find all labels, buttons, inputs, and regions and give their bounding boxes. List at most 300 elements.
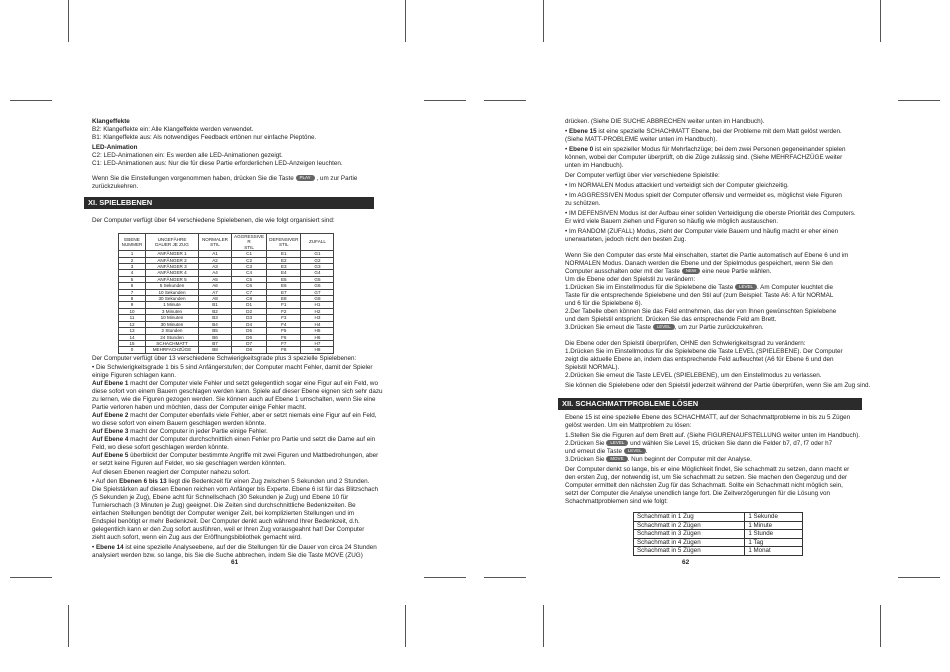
- text-line: [92, 510, 354, 518]
- table-cell: A6: [199, 283, 232, 289]
- header-line: AGGRESSIVE R: [234, 234, 265, 245]
- line-text: 1.Drücken Sie im Einstellmodus für die Spielebene die Taste LEVEL (SPIELEBENE). Der Computer: [565, 348, 843, 355]
- text-line: [92, 486, 378, 494]
- crop-mark: [424, 100, 466, 101]
- crop-mark: [543, 0, 544, 42]
- mate-cell: Schachmatt in 3 Zügen: [634, 530, 745, 539]
- table-cell: A4: [199, 270, 232, 276]
- table-cell: A7: [199, 289, 232, 295]
- text-line: [565, 236, 686, 244]
- crop-mark: [68, 605, 69, 647]
- table-cell: 7: [119, 289, 146, 295]
- table-cell: F2: [267, 308, 301, 314]
- table-cell: ANFÄNGER 1: [146, 251, 199, 257]
- table-cell: B2: [199, 308, 232, 314]
- key-icon: LEVEL: [606, 440, 628, 446]
- text-line: [565, 128, 842, 136]
- table-cell: H1: [301, 302, 334, 308]
- table-cell: 2: [119, 257, 146, 263]
- line-text: einige Figuren schlagen kann.: [92, 372, 177, 379]
- mate-cell: Schachmatt in 4 Zügen: [634, 538, 745, 547]
- text-line: [92, 355, 356, 363]
- header-line: STIL: [278, 242, 289, 248]
- line-text: wo diese sofort von einem Bauern geschlagen werden könnte.: [92, 420, 266, 427]
- text-line: [565, 364, 619, 372]
- line-text: macht der Computer ebenfalls viele Fehler, aber er setzt niemals eine Figur auf ein Feld,: [128, 412, 377, 419]
- text-line: [92, 380, 378, 388]
- text-line: [565, 432, 860, 440]
- table-cell: B4: [199, 321, 232, 327]
- table-cell: 6: [119, 283, 146, 289]
- table-cell: G3: [301, 264, 334, 270]
- crop-mark: [484, 577, 526, 578]
- header-line: UNGEFÄHRE: [157, 236, 187, 242]
- text-line: [565, 422, 691, 430]
- crop-mark: [68, 0, 69, 42]
- line-text: Turnierschach (3 Minuten je Zug) geeignet. Die Zeiten sind durchschnittliche Bedenkzeiten. Be: [92, 502, 356, 509]
- text-line: [565, 218, 778, 226]
- line-text: .: [645, 448, 648, 455]
- line-text: macht der Computer viele Fehler und setzt gelegentlich sogar eine Figur auf ein Feld, wo: [128, 380, 378, 387]
- mate-row: [634, 547, 803, 556]
- text-line: [92, 452, 378, 460]
- text-line: [565, 260, 833, 268]
- header-line: ZUFALL: [309, 239, 326, 245]
- table-cell: 8: [119, 296, 146, 302]
- klang-b1: B1: Klangeffekte aus: Als notwendiges Feedback ertönen nur einfache Pieptöne.: [92, 134, 317, 141]
- line-text: Feld, wo diese sofort geschlagen werden könnte.: [92, 444, 229, 451]
- table-cell: F3: [267, 315, 301, 321]
- line-text: (5 Sekunden je Zug), Ebene acht für Schnellschach (30 Sekunden je Zug) und Ebene 10 für: [92, 494, 349, 501]
- line-text: 3.Drücken Sie: [565, 456, 607, 463]
- klang-b2: B2: Klangeffekte ein: Alle Klangeffekte werden verwendet.: [92, 126, 254, 133]
- line-text: Er wird viele Bauern ziehen und Figuren so häufig wie möglich austauschen.: [565, 218, 779, 225]
- table-cell: D3: [232, 315, 267, 321]
- settings-text: Wenn Sie die Einstellungen vorgenommen haben, drücken Sie die Taste: [92, 175, 294, 182]
- line-text: Computer ermittelt den nächsten Zug für das Schachmatt. Sollte ein Schachmatt nicht möglich sein,: [565, 482, 843, 489]
- mate-row: [634, 530, 803, 539]
- line-text: •: [565, 128, 569, 135]
- settings-line: [92, 175, 357, 183]
- settings-line-3: zurückzukehren.: [92, 183, 139, 190]
- line-text: •: [565, 146, 569, 153]
- table-cell: 2 Stunden: [146, 328, 199, 334]
- line-text: • IM DEFENSIVEN Modus ist der Aufbau einer soliden Verteidigung die oberste Priorität des Computers.: [565, 210, 856, 217]
- text-line: [92, 552, 363, 560]
- table-cell: 10 Minuten: [146, 315, 199, 321]
- line-text: überblickt der Computer bestimmte Angriffe mit zwei Figuren und Mattbedrohungen, aber: [128, 452, 379, 459]
- header-line: NORMALER: [201, 236, 229, 242]
- table-cell: A5: [199, 276, 232, 282]
- line-text: können, wobei der Computer überprüft, ob die Züge zulässig sind. (Siehe MEHRFACHZÜGE weiter: [565, 154, 843, 161]
- page-number: 62: [682, 559, 690, 566]
- table-cell: E5: [267, 276, 301, 282]
- line-text: macht der Computer durchschnittlich einen Fehler pro Partie und setzt die Dame auf ein: [128, 436, 376, 443]
- line-text: Computer ausschalten oder mit der Taste: [565, 268, 682, 275]
- table-header-cell: [267, 234, 301, 251]
- key-icon: LEVEL: [735, 284, 757, 290]
- table-cell: 5: [119, 276, 146, 282]
- crop-mark: [898, 577, 940, 578]
- table-cell: G8: [301, 296, 334, 302]
- table-cell: A1: [199, 251, 232, 257]
- table-cell: C2: [232, 257, 267, 263]
- table-cell: ANFÄNGER 4: [146, 270, 199, 276]
- table-row: [119, 347, 334, 353]
- crop-mark: [880, 605, 881, 647]
- text-line: [565, 146, 846, 154]
- text-line: [565, 192, 842, 200]
- text-line: [92, 428, 268, 436]
- line-text: . Nun beginnt der Computer mit der Analyse.: [627, 456, 752, 463]
- text-line: [565, 182, 789, 190]
- text-line: [565, 414, 850, 422]
- led-title: LED-Animation: [92, 144, 138, 151]
- line-text: Schachmattproblemen sind wie folgt:: [565, 498, 668, 505]
- table-cell: 4: [119, 270, 146, 276]
- table-cell: B1: [199, 302, 232, 308]
- table-cell: G7: [301, 289, 334, 295]
- table-cell: H3: [301, 315, 334, 321]
- line-text: , um zur Partie zurückzukehren.: [674, 324, 764, 331]
- mate-row: [634, 538, 803, 547]
- line-text: und wählen Sie Level 15, drücken Sie dann die Felder b7, d7, f7 oder h7: [628, 440, 833, 447]
- table-cell: C8: [232, 296, 267, 302]
- table-cell: A3: [199, 264, 232, 270]
- mate-cell: 1 Sekunde: [745, 513, 803, 522]
- text-line: [565, 448, 647, 456]
- text-line: [565, 210, 856, 218]
- klang-title: Klangeffekte: [92, 118, 130, 125]
- table-header-cell: [119, 234, 146, 251]
- line-text: drücken. (Siehe DIE SUCHE ABBRECHEN weiter unten im Handbuch).: [565, 118, 765, 125]
- table-cell: E6: [267, 283, 301, 289]
- line-text: Um die Ebene oder den Spielstil zu verändern:: [565, 276, 696, 283]
- text-line: [565, 382, 870, 390]
- bold-term: Ebene 14: [95, 544, 124, 551]
- key-icon: NEW: [682, 268, 701, 274]
- line-text: (Siehe MATT-PROBLEME weiter unten im Handbuch).: [565, 136, 718, 143]
- play-key-icon: PLAY: [296, 175, 315, 181]
- line-text: Wenn Sie den Computer das erste Mal einschalten, startet die Partie automatisch auf Ebene 6 und im: [565, 252, 849, 259]
- line-text: liegt die Bedenkzeit für einen Zug zwischen 5 Sekunden und 2 Stunden.: [166, 478, 370, 485]
- bold-lead: Auf Ebene 4: [92, 436, 129, 443]
- bold-term: Ebene 0: [568, 146, 594, 153]
- table-cell: MEHRFACHZÜGE: [146, 347, 199, 353]
- table-cell: F8: [267, 347, 301, 353]
- line-text: Partie verloren haben und möchten, dass der Computer einige Fehler macht.: [92, 404, 307, 411]
- line-text: zieht auch sofort, wenn ein Zug aus der Eröffnungsbibliothek gemacht wird.: [92, 534, 302, 541]
- bold-lead: Auf Ebene 2: [92, 412, 129, 419]
- crop-mark: [880, 0, 881, 42]
- table-cell: D2: [232, 308, 267, 314]
- line-text: zeigt die aktuelle Ebene an, indem das entsprechende Feld aufleuchtet (A6 für Ebene 6 und den: [565, 356, 834, 363]
- table-cell: H4: [301, 321, 334, 327]
- table-cell: C1: [232, 251, 267, 257]
- table-cell: 9: [119, 302, 146, 308]
- text-line: [565, 474, 847, 482]
- table-cell: E2: [267, 257, 301, 263]
- line-text: ist eine spezielle Analyseebene, auf der die Stellungen für die Dauer von circa 24 Stunden: [123, 544, 377, 551]
- table-cell: 30 Sekunden: [146, 296, 199, 302]
- table-cell: 10: [119, 308, 146, 314]
- table-cell: E8: [267, 296, 301, 302]
- line-text: und 6 für die Spielebene 6).: [565, 300, 643, 307]
- table-cell: SCHACHMATT: [146, 340, 199, 346]
- bold-lead: Auf Ebene 3: [92, 428, 129, 435]
- line-text: Die Spielstärken auf diesen Ebenen reichen vom Anfänger bis Experte. Ebene 6 ist für das Blitzschach: [92, 486, 378, 493]
- mate-row: [634, 521, 803, 530]
- levels-table: [118, 233, 334, 354]
- table-cell: F1: [267, 302, 301, 308]
- mate-table: [633, 512, 803, 556]
- line-text: 2.Drücken Sie erneut die Taste LEVEL (SPIELEBENE), um den Einstellmodus zu verlassen.: [565, 372, 822, 379]
- line-text: und dem Spielstil entspricht. Drücken Sie das entsprechende Feld am Brett.: [565, 316, 777, 323]
- text-line: [92, 502, 356, 510]
- text-line: [565, 324, 764, 332]
- header-line: DEFENSIVER: [269, 236, 299, 242]
- line-text: gelegentlich kann er den Zug sofort ausführen, weil er Ihren Zug vorausgeahnt hat! Der Computer: [92, 526, 365, 533]
- text-line: [92, 444, 229, 452]
- line-text: Die Ebene oder den Spielstil überprüfen, OHNE den Schwierigkeitsgrad zu verändern:: [565, 340, 806, 347]
- table-cell: B6: [199, 334, 232, 340]
- table-cell: A8: [199, 296, 232, 302]
- line-text: den ersten Zug, der notwendig ist, um Sie schachmatt zu setzen. Sie machen den Gegenzug und der: [565, 474, 848, 481]
- text-line: [565, 136, 717, 144]
- table-cell: 1: [119, 251, 146, 257]
- text-line: [565, 276, 695, 284]
- page-61: [88, 0, 383, 672]
- text-line: [565, 490, 830, 498]
- table-cell: E3: [267, 264, 301, 270]
- table-cell: H8: [301, 347, 334, 353]
- table-cell: H6: [301, 334, 334, 340]
- line-text: setzt der Computer die Analyse unendlich lange fort. Die Zeitverzögerungen für die Lösung von: [565, 490, 830, 497]
- table-header-cell: [146, 234, 199, 251]
- text-line: [92, 526, 364, 534]
- table-cell: B7: [199, 340, 232, 346]
- table-cell: D4: [232, 321, 267, 327]
- line-text: Endspiel benötigt er mehr Bedenkzeit. Der Computer denkt auch während Ihrer Bedenkzeit, d.h.: [92, 518, 360, 525]
- table-cell: D8: [232, 347, 267, 353]
- line-text: und erneut die Taste: [565, 448, 624, 455]
- table-cell: H2: [301, 308, 334, 314]
- table-cell: C7: [232, 289, 267, 295]
- table-cell: E4: [267, 270, 301, 276]
- crop-mark: [10, 100, 52, 101]
- text-line: [565, 154, 842, 162]
- line-text: eine neue Partie wählen.: [700, 268, 772, 275]
- text-line: [565, 172, 720, 180]
- table-cell: F5: [267, 328, 301, 334]
- text-line: [92, 388, 383, 396]
- text-line: [565, 482, 843, 490]
- table-cell: D5: [232, 328, 267, 334]
- mate-row: [634, 513, 803, 522]
- table-cell: C6: [232, 283, 267, 289]
- table-cell: 3 Minuten: [146, 308, 199, 314]
- text-line: [92, 534, 302, 542]
- text-line: [565, 292, 833, 300]
- table-header-cell: [301, 234, 334, 251]
- key-icon: LEVEL: [653, 324, 675, 330]
- line-text: 3.Drücken Sie erneut die Taste: [565, 324, 653, 331]
- bold-lead: Auf Ebene 5: [92, 452, 129, 459]
- text-line: [565, 498, 668, 506]
- table-cell: G4: [301, 270, 334, 276]
- text-line: [92, 404, 306, 412]
- text-line: [92, 494, 348, 502]
- text-line: [565, 284, 833, 292]
- table-cell: G1: [301, 251, 334, 257]
- text-line: [565, 372, 822, 380]
- text-line: [92, 436, 375, 444]
- line-text: 2.Der Tabelle oben können Sie das Feld entnehmen, das der von Ihnen gewünschten Spielebene: [565, 308, 837, 315]
- text-line: [565, 300, 642, 308]
- header-line: STIL: [210, 242, 220, 248]
- mate-cell: 1 Stunde: [745, 530, 803, 539]
- text-line: [565, 268, 771, 276]
- table-cell: 24 Stunden: [146, 334, 199, 340]
- table-cell: B8: [199, 347, 232, 353]
- line-text: ist ein spezieller Modus für Mehrfachzüge; bei dem zwei Personen gegeneinander spielen: [593, 146, 846, 153]
- table-cell: 12: [119, 321, 146, 327]
- text-line: [92, 544, 377, 552]
- bold-lead: Auf Ebene 1: [92, 380, 129, 387]
- page-number: 61: [231, 559, 239, 566]
- table-cell: ANFÄNGER 2: [146, 257, 199, 263]
- text-line: [92, 469, 250, 477]
- table-cell: H5: [301, 328, 334, 334]
- line-text: analysiert werden bzw. so lange, bis Sie die Suche abbrechen, indem Sie die Taste MOVE (ZUG): [92, 552, 363, 559]
- settings-text-2: , um zur Partie: [316, 175, 358, 182]
- text-line: [92, 412, 377, 420]
- line-text: zu schützen.: [565, 200, 601, 207]
- text-line: [565, 356, 834, 364]
- bold-term: Ebenen 6 bis 13: [119, 478, 167, 485]
- text-line: [565, 308, 836, 316]
- text-line: [565, 348, 843, 356]
- line-text: diese sofort von einem Bauern geschlagen werden kann. Spiele auf dieser Ebene eignen sich sehr dazu: [92, 388, 383, 395]
- table-cell: B3: [199, 315, 232, 321]
- line-text: • Die Schwierigkeitsgrade 1 bis 5 sind Anfängerstufen; der Computer macht Fehler, damit der Spieler: [92, 364, 373, 371]
- line-text: 1.Drücken Sie im Einstellmodus für die Spielebene die Taste: [565, 284, 735, 291]
- bold-term: Ebene 15: [568, 128, 597, 135]
- text-line: [565, 340, 805, 348]
- line-text: ist eine spezielle SCHACHMATT Ebene, bei der Probleme mit dem Matt gelöst werden.: [596, 128, 842, 135]
- key-icon: MOVE: [606, 456, 627, 462]
- table-header-cell: [232, 234, 267, 251]
- table-cell: 13: [119, 328, 146, 334]
- mate-cell: 1 Minute: [745, 521, 803, 530]
- mate-cell: 1 Tag: [745, 538, 803, 547]
- line-text: . Am Computer leuchtet die: [757, 284, 833, 291]
- line-text: unerwarteten, jedoch nicht den besten Zug.: [565, 236, 687, 243]
- table-cell: E1: [267, 251, 301, 257]
- text-line: [92, 478, 369, 486]
- table-cell: 11: [119, 315, 146, 321]
- table-cell: B5: [199, 328, 232, 334]
- table-cell: 5 Sekunden: [146, 283, 199, 289]
- text-line: [565, 162, 623, 170]
- line-text: • Auf den: [92, 478, 120, 485]
- text-line: [565, 118, 764, 126]
- line-text: Der Computer verfügt über vier verschiedene Spielstile:: [565, 172, 720, 179]
- table-cell: C4: [232, 270, 267, 276]
- crop-mark: [405, 605, 406, 647]
- text-line: [565, 440, 832, 448]
- line-text: Der Computer denkt so lange, bis er eine Möglichkeit findet, Sie schachmatt zu setzen, dann macht er: [565, 466, 850, 473]
- line-text: macht der Computer in jeder Partie einige Fehler.: [128, 428, 268, 435]
- section-bar-xii: XII. SCHACHMATTPROBLEME LÖSEN: [558, 398, 862, 410]
- line-text: 1.Stellen Sie die Figuren auf dem Brett auf. (Siehe FIGURENAUFSTELLUNG weiter unten im Handbuch).: [565, 432, 861, 439]
- text-line: [565, 316, 776, 324]
- line-text: Der Computer verfügt über 13 verschiedene Schwierigkeitsgrade plus 3 spezielle Spielebenen:: [92, 355, 357, 362]
- line-text: zu lernen, wie die Figuren gezogen werden. Sie können auch auf Ebene 1 umschalten, wenn Sie eine: [92, 396, 376, 403]
- line-text: • Im AGGRESSIVEN Modus spielt der Computer offensiv und vermeidet es, möglichst viele Figuren: [565, 192, 842, 199]
- text-line: [92, 460, 286, 468]
- table-cell: D1: [232, 302, 267, 308]
- text-line: [92, 518, 360, 526]
- header-line: NUMMER: [121, 242, 143, 248]
- led-c1: C1: LED-Animationen aus: Nur die für diese Partie erforderlichen LED-Anzeigen leuchten.: [92, 160, 343, 167]
- mate-cell: 1 Monat: [745, 547, 803, 556]
- line-text: • Im NORMALEN Modus attackiert und verteidigt sich der Computer gleichzeitig.: [565, 182, 789, 189]
- table-cell: E7: [267, 289, 301, 295]
- line-text: • Im RANDOM (ZUFALL) Modus, zieht der Computer viele Bauern und häufig macht er eher einen: [565, 228, 839, 235]
- crop-mark: [484, 100, 526, 101]
- mate-cell: Schachmatt in 5 Zügen: [634, 547, 745, 556]
- table-cell: H7: [301, 340, 334, 346]
- section-bar-xi: XI. SPIELEBENEN: [84, 197, 374, 209]
- text-line: [92, 420, 266, 428]
- table-cell: 3: [119, 264, 146, 270]
- line-text: unten im Handbuch).: [565, 162, 624, 169]
- table-cell: G5: [301, 276, 334, 282]
- crop-mark: [405, 0, 406, 42]
- table-cell: 30 Minuten: [146, 321, 199, 327]
- crop-mark: [898, 100, 940, 101]
- header-line: STIL: [244, 244, 254, 250]
- table-cell: ANFÄNGER 5: [146, 276, 199, 282]
- crop-mark: [10, 577, 52, 578]
- table-cell: D7: [232, 340, 267, 346]
- header-line: DAUER JE ZUG: [155, 242, 189, 248]
- table-cell: A2: [199, 257, 232, 263]
- text-line: [92, 372, 176, 380]
- table-cell: 14: [119, 334, 146, 340]
- text-line: [565, 252, 848, 260]
- table-cell: ANFÄNGER 3: [146, 264, 199, 270]
- mate-cell: Schachmatt in 2 Zügen: [634, 521, 745, 530]
- line-text: Auf diesen Ebenen reagiert der Computer nahezu sofort.: [92, 469, 251, 476]
- text-line: [92, 364, 372, 372]
- table-cell: C5: [232, 276, 267, 282]
- line-text: 2.Drücken Sie: [565, 440, 607, 447]
- led-c2: C2: LED-Animationen ein: Es werden alle LED-Animationen gezeigt.: [92, 152, 283, 159]
- line-text: gelöst werden. Um ein Mattproblem zu lösen:: [565, 422, 692, 429]
- table-cell: F4: [267, 321, 301, 327]
- table-cell: 0: [119, 347, 146, 353]
- line-text: Ebene 15 ist eine spezielle Ebene des SCHACHMATT, auf der Schachmattprobleme in bis zu 5 Zügen: [565, 414, 851, 421]
- header-line: EBENE: [124, 236, 140, 242]
- line-text: NORMALEN Modus. Danach werden die Ebene und der Spielmodus gespeichert, wenn Sie den: [565, 260, 833, 267]
- text-line: [565, 228, 838, 236]
- table-header-cell: [199, 234, 232, 251]
- line-text: Sie können die Spielebene oder den Spielstil jederzeit während der Partie überprüfen, wenn Sie am Zug sind.: [565, 382, 871, 389]
- text-line: [565, 466, 849, 474]
- line-text: einfachen Stellungen benötigt der Computer weniger Zeit, bei komplizierten Stellungen und im: [92, 510, 355, 517]
